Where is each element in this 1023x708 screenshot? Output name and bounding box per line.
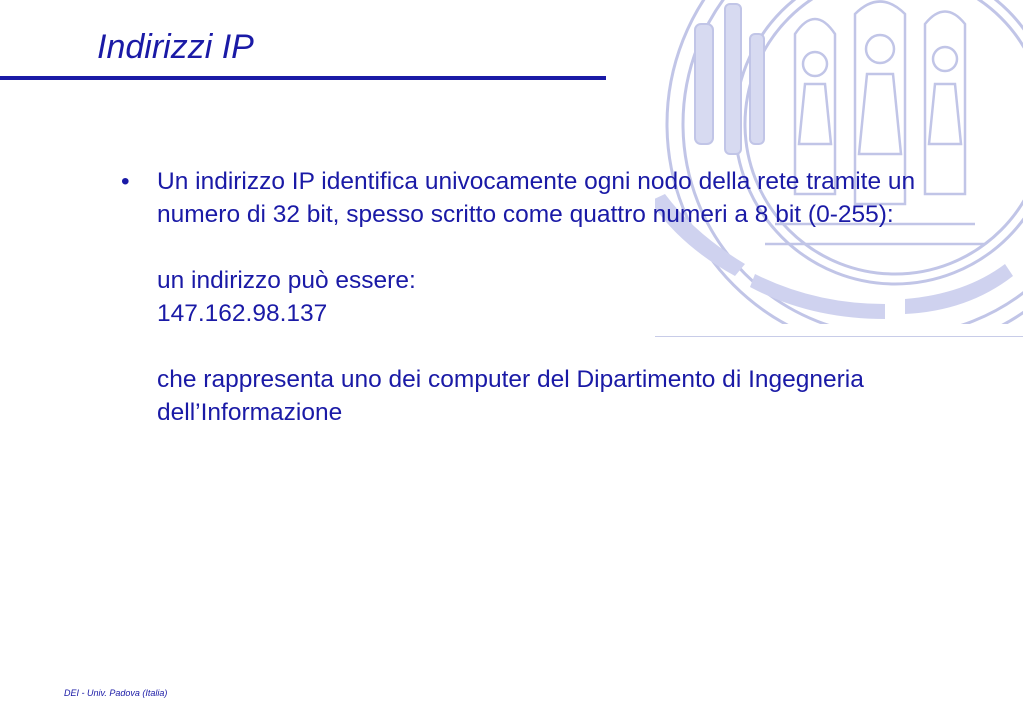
slide-title: Indirizzi IP: [97, 28, 254, 66]
ip-address-example: 147.162.98.137: [157, 300, 328, 327]
title-underline: [0, 76, 606, 80]
example-label: un indirizzo può essere:: [157, 267, 416, 294]
bullet-item: [113, 165, 933, 429]
example-description: che rappresenta uno dei computer del Dipartimento di Ingegneria dell’Informazione: [157, 366, 864, 426]
bullet-text: Un indirizzo IP identifica univocamente ogni nodo della rete tramite un numero di 32 bit, spesso scritto come quattro numeri a 8 bit (0-255):: [157, 168, 916, 228]
bullet-icon: •: [121, 168, 130, 195]
slide-body: [113, 165, 933, 429]
spacer: [157, 330, 933, 363]
footer-text: DEI - Univ. Padova (Italia): [64, 688, 168, 698]
spacer: [157, 231, 933, 264]
